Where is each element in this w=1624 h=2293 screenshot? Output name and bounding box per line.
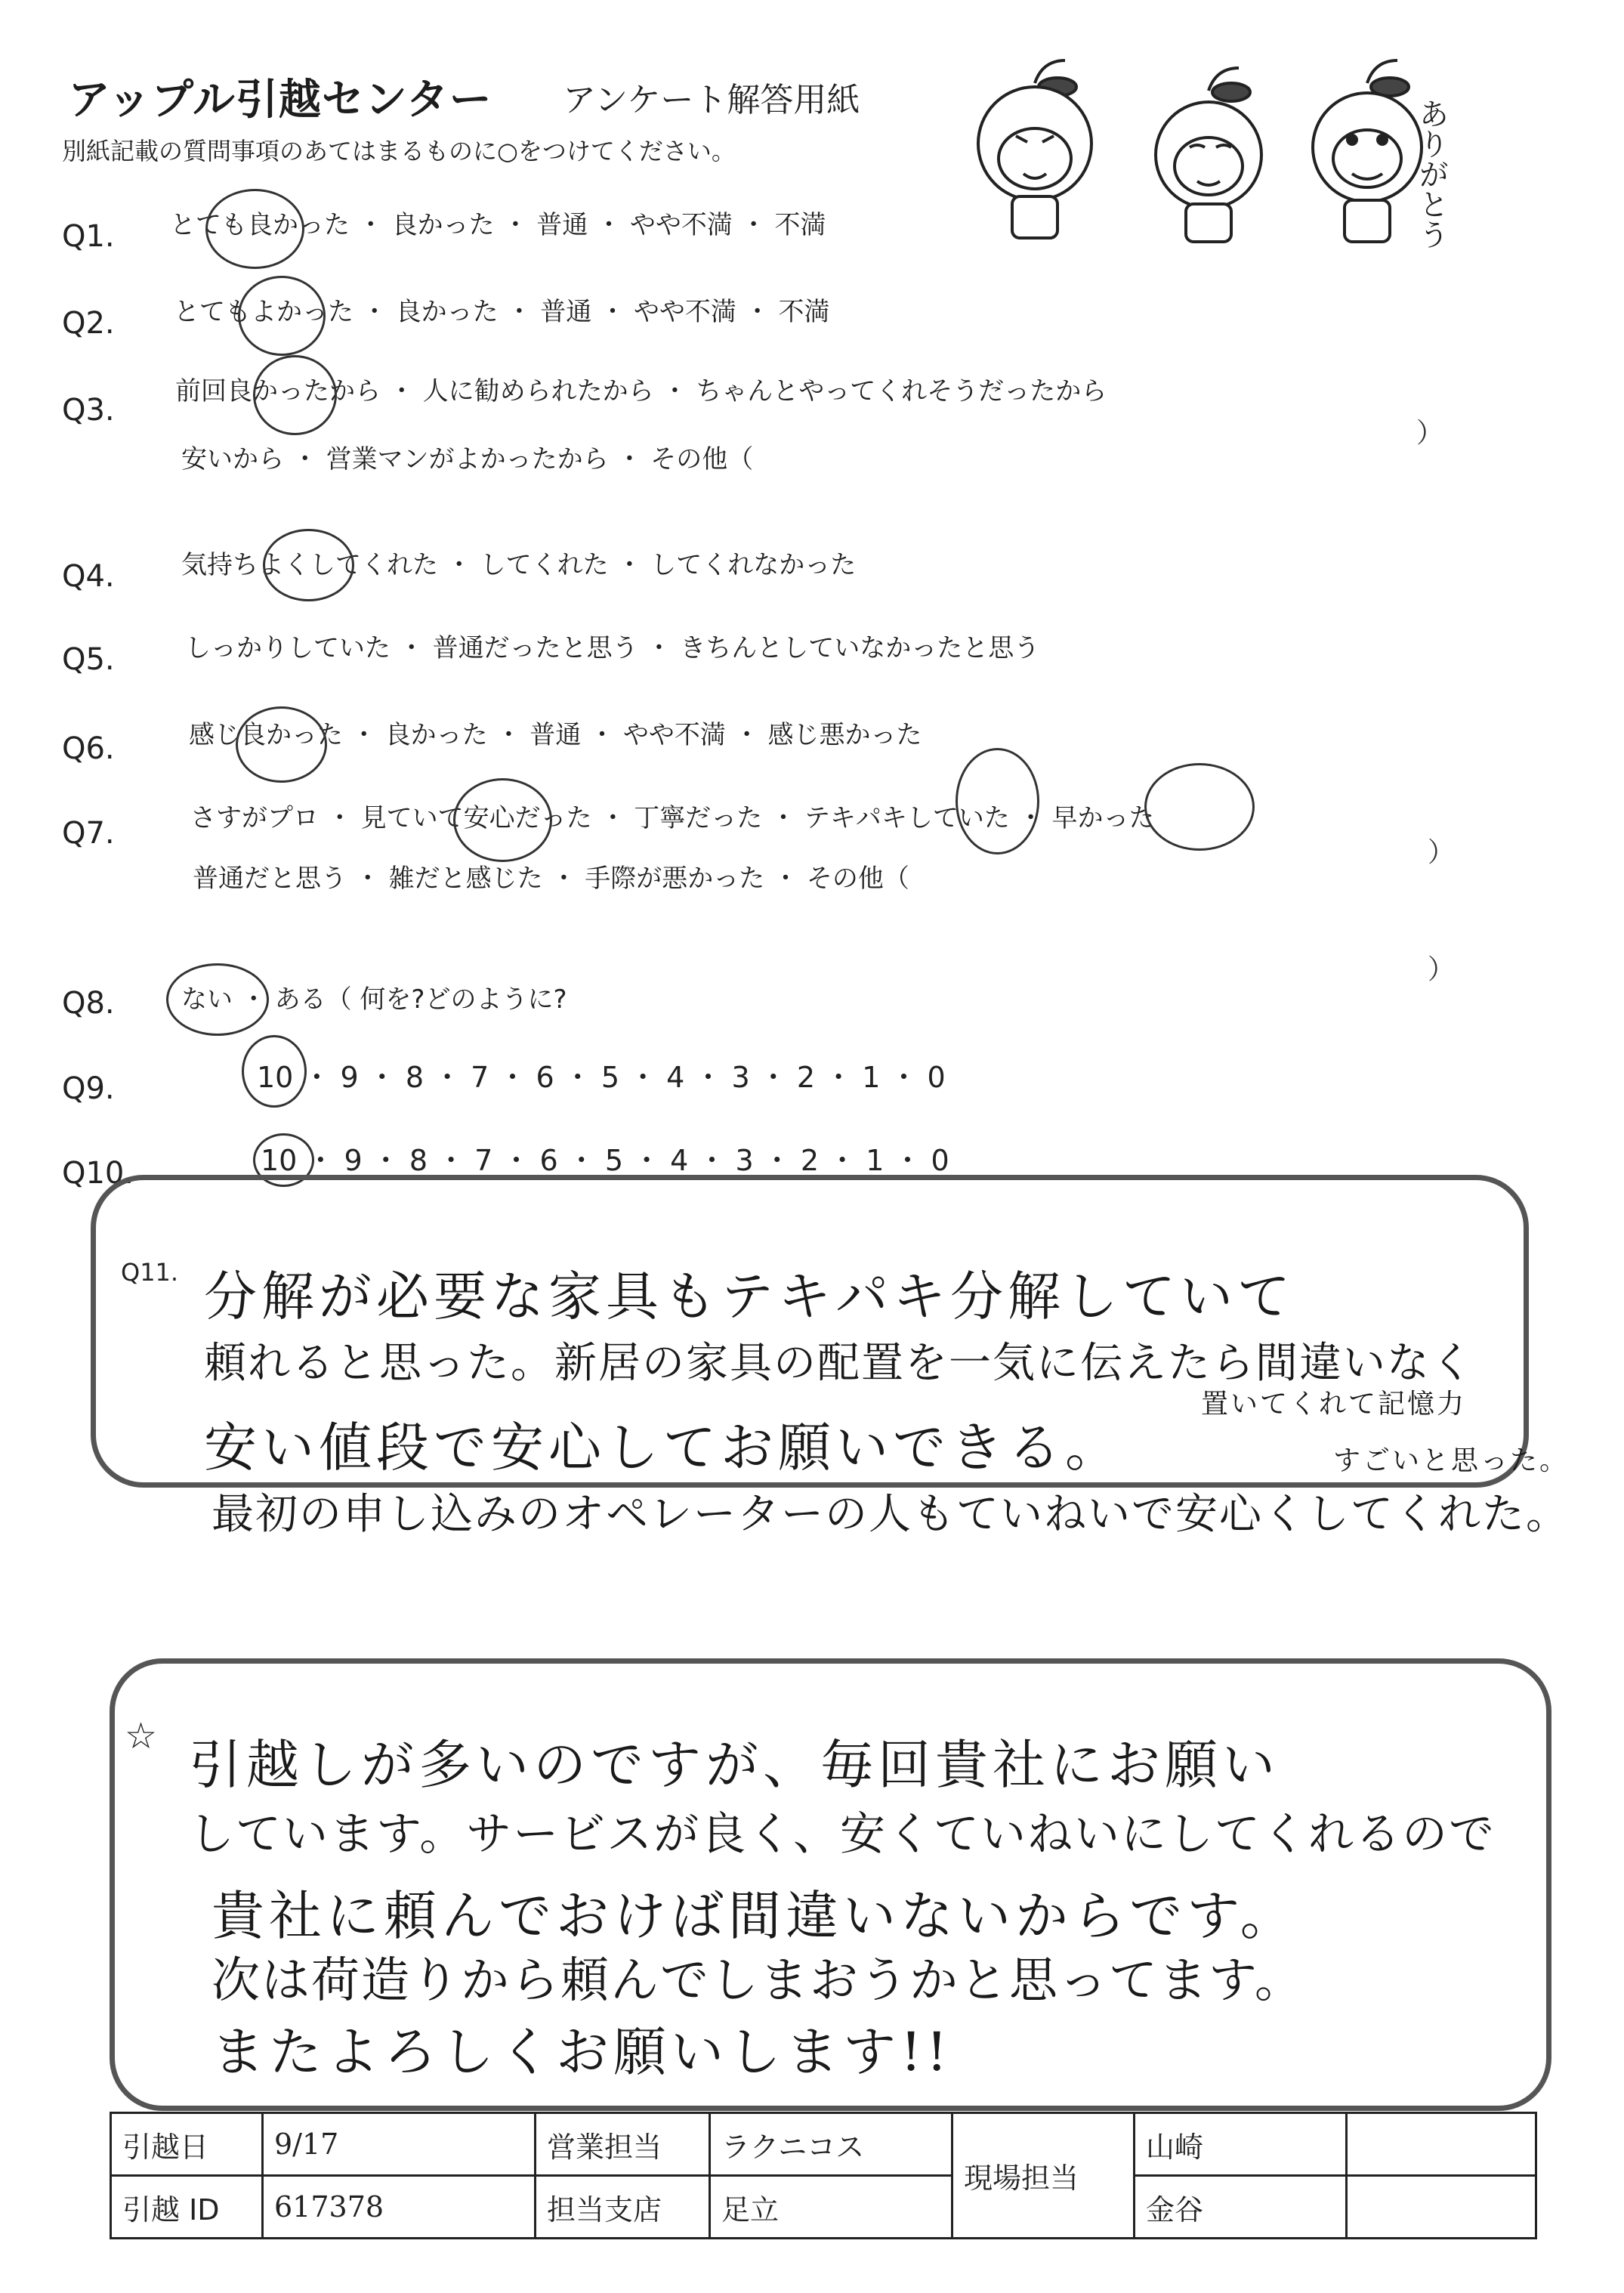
q11-line-1: 分解が必要な家具もテキパキ分解していて <box>204 1265 1295 1327</box>
q11-line-3: 安い値段で安心してお願いできる。 <box>204 1417 1122 1479</box>
q7-answer-circle-2 <box>956 748 1039 854</box>
q3-answer-circle <box>253 355 337 435</box>
site-empty-1 <box>1347 2113 1536 2176</box>
q4-label: Q4. <box>62 559 115 594</box>
q3-options-line2: 安いから ・ 営業マンがよかったから ・ その他（ <box>181 444 754 474</box>
q11-line-2: 頼れると思った。新居の家具の配置を一気に伝えたら間違いなく <box>204 1339 1474 1388</box>
q9-label: Q9. <box>62 1071 115 1106</box>
q2-label: Q2. <box>62 306 115 341</box>
branch-value: 足立 <box>710 2176 952 2239</box>
comment-line-1: 引越しが多いのですが、毎回貴社にお願い <box>189 1734 1280 1796</box>
comment-line-3: 貴社に頼んでおけば間違いないからです。 <box>211 1885 1298 1947</box>
sales-value: ラクニコス <box>710 2113 952 2176</box>
survey-subtitle: アンケート解答用紙 <box>563 81 860 119</box>
q1-answer-circle <box>205 189 304 269</box>
q4-options: 気持ちよくしてくれた ・ してくれた ・ してくれなかった <box>181 550 857 580</box>
q11-line-4: 最初の申し込みのオペレーターの人もていねいで安心くしてくれた。 <box>211 1490 1570 1539</box>
footer-table <box>110 2112 1537 2239</box>
q2-options: とてもよかった ・ 良かった ・ 普通 ・ やや不満 ・ 不満 <box>174 297 830 327</box>
q6-options: 感じ良かった ・ 良かった ・ 普通 ・ やや不満 ・ 感じ悪かった <box>189 720 922 750</box>
q7-answer-circle-3 <box>1144 763 1255 851</box>
mascot-1-icon <box>978 60 1091 238</box>
q7-options-line2: 普通だと思う ・ 雑だと感じた ・ 手際が悪かった ・ その他（ <box>193 864 909 894</box>
q7-paren: ） <box>1428 837 1456 868</box>
site-value-2: 金谷 <box>1135 2176 1347 2239</box>
q6-answer-circle <box>236 706 327 783</box>
mascot-2-icon <box>1156 68 1261 242</box>
q8-label: Q8. <box>62 986 115 1021</box>
site-value-1: 山崎 <box>1135 2113 1347 2176</box>
q7-label: Q7. <box>62 816 115 851</box>
sales-label: 営業担当 <box>536 2113 710 2176</box>
move-id-value: 617378 <box>263 2176 536 2239</box>
q5-label: Q5. <box>62 642 115 677</box>
q1-options: とても良かった ・ 良かった ・ 普通 ・ やや不満 ・ 不満 <box>170 210 826 240</box>
q3-options-line1: 前回良かったから ・ 人に勧められたから ・ ちゃんとやってくれそうだったから <box>175 376 1107 406</box>
site-empty-2 <box>1347 2176 1536 2239</box>
q10-label: Q10. <box>62 1156 134 1191</box>
survey-title: アップル引越センター <box>68 76 492 125</box>
thanks-text: ありがとう <box>1414 98 1449 249</box>
mascot-3-icon <box>1313 60 1422 242</box>
q4-answer-circle <box>263 529 354 601</box>
q3-label: Q3. <box>62 393 115 428</box>
move-date-value: 9/17 <box>263 2113 536 2176</box>
comment-line-5: またよろしくお願いします!! <box>211 2021 952 2083</box>
mascot-illustration <box>959 53 1473 249</box>
q2-answer-circle <box>238 276 326 356</box>
q7-options-line1: さすがプロ ・ 見ていて安心だった ・ 丁寧だった ・ テキパキしていた ・ 早かった <box>190 803 1155 833</box>
q8-answer-circle <box>166 963 269 1036</box>
q11-note-2: すごいと思った。 <box>1333 1445 1570 1476</box>
comment-line-4: 次は荷造りから頼んでしまおうかと思ってます。 <box>211 1953 1304 2009</box>
q7-answer-circle-1 <box>453 778 552 862</box>
q8-options: ない ・ ある（ 何を?どのように? <box>181 984 567 1015</box>
q11-label: Q11. <box>121 1258 179 1287</box>
site-label: 現場担当 <box>952 2113 1135 2239</box>
q3-paren: ） <box>1416 418 1444 449</box>
q1-label: Q1. <box>62 219 115 254</box>
q9-answer-circle <box>242 1035 307 1108</box>
q10-scale: 10 ・ 9 ・ 8 ・ 7 ・ 6 ・ 5 ・ 4 ・ 3 ・ 2 ・ 1 ・ 0 <box>261 1144 949 1177</box>
q8-paren: ） <box>1428 954 1456 985</box>
star-icon: ☆ <box>125 1715 158 1757</box>
move-date-label: 引越日 <box>111 2113 263 2176</box>
q6-label: Q6. <box>62 731 115 766</box>
instruction-text: 別紙記載の質問事項のあてはまるものに○をつけてください。 <box>62 137 736 165</box>
q11-note-1: 置いてくれて記憶力 <box>1201 1389 1467 1420</box>
move-id-label: 引越 ID <box>111 2176 263 2239</box>
q5-options: しっかりしていた ・ 普通だったと思う ・ きちんとしていなかったと思う <box>185 633 1040 663</box>
q9-scale: 10 ・ 9 ・ 8 ・ 7 ・ 6 ・ 5 ・ 4 ・ 3 ・ 2 ・ 1 ・ 0 <box>257 1061 946 1094</box>
branch-label: 担当支店 <box>536 2176 710 2239</box>
comment-line-2: しています。サービスが良く、安くていねいにしてくれるので <box>189 1808 1496 1861</box>
